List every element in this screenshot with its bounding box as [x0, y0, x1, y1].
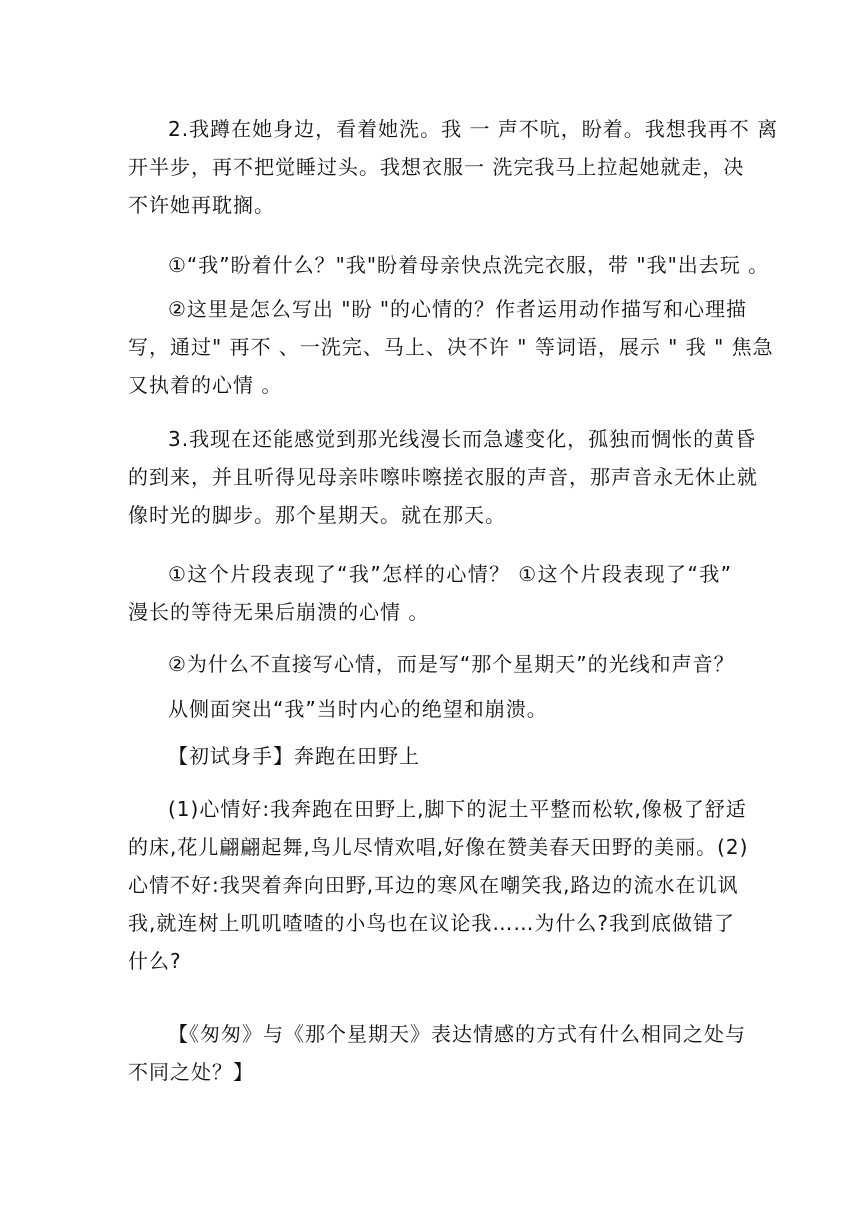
text-line: 我,就连树上叽叽喳喳的小鸟也在议论我……为什么?我到底做错了: [128, 911, 735, 935]
passage-paragraph-2: [128, 110, 779, 224]
text-line: 【《匆匆》与《那个星期天》表达情感的方式有什么相同之处与: [168, 1022, 746, 1046]
text-line: 写，通过" 再不 、一洗完、马上、决不许 " 等词语，展示 " 我 " 焦急: [128, 335, 774, 359]
text-line: ①“我”盼着什么？"我"盼着母亲快点洗完衣服，带 "我"出去玩 。: [168, 253, 770, 277]
text-line: 像时光的脚步。那个星期天。就在那天。: [128, 503, 506, 527]
text-line: 从侧面突出“我”当时内心的绝望和崩溃。: [168, 697, 548, 721]
text-line: ②这里是怎么写出 "盼 "的心情的？作者运用动作描写和心理描: [168, 297, 748, 321]
text-line: (1)心情好:我奔跑在田野上,脚下的泥土平整而松软,像极了舒适: [168, 797, 747, 821]
text-line: 2.我蹲在她身边，看着她洗。我 一 声不吭，盼着。我想我再不 离: [168, 117, 779, 141]
section-title: [128, 737, 732, 775]
text-line: ①这个片段表现了“我”怎样的心情？ ①这个片段表现了“我”: [168, 562, 732, 586]
text-line: 3.我现在还能感觉到那光线漫长而急遽变化，孤独而惆怅的黄昏: [168, 427, 757, 451]
text-line: 漫长的等待无果后崩溃的心情 。: [128, 600, 430, 624]
text-line: 的到来，并且听得见母亲咔嚓咔嚓搓衣服的声音，那声音永无休止就: [128, 465, 758, 489]
passage-paragraph-3: [128, 420, 758, 534]
text-line: 又执着的心情 。: [128, 373, 283, 397]
question-4: [128, 645, 735, 683]
text-line: 不同之处？】: [128, 1060, 254, 1084]
practice-paragraph: [128, 790, 749, 980]
text-line: 的床,花儿翩翩起舞,鸟儿尽情欢唱,好像在赞美春天田野的美丽。(2): [128, 835, 749, 859]
question-1: [128, 246, 770, 284]
text-line: 什么?: [128, 949, 182, 973]
comparison-question: [128, 1015, 746, 1091]
answer-4: [128, 690, 732, 728]
text-line: 【初试身手】奔跑在田野上: [168, 744, 420, 768]
text-line: 心情不好:我哭着奔向田野,耳边的寒风在嘲笑我,路边的流水在讥讽: [128, 873, 739, 897]
text-line: 不许她再耽搁。: [128, 193, 275, 217]
question-2: [128, 290, 774, 404]
text-line: 开半步，再不把觉睡过头。我想衣服一 洗完我马上拉起她就走，决: [128, 155, 745, 179]
text-line: ②为什么不直接写心情，而是写“那个星期天”的光线和声音？: [168, 652, 735, 676]
question-3: [128, 555, 732, 631]
